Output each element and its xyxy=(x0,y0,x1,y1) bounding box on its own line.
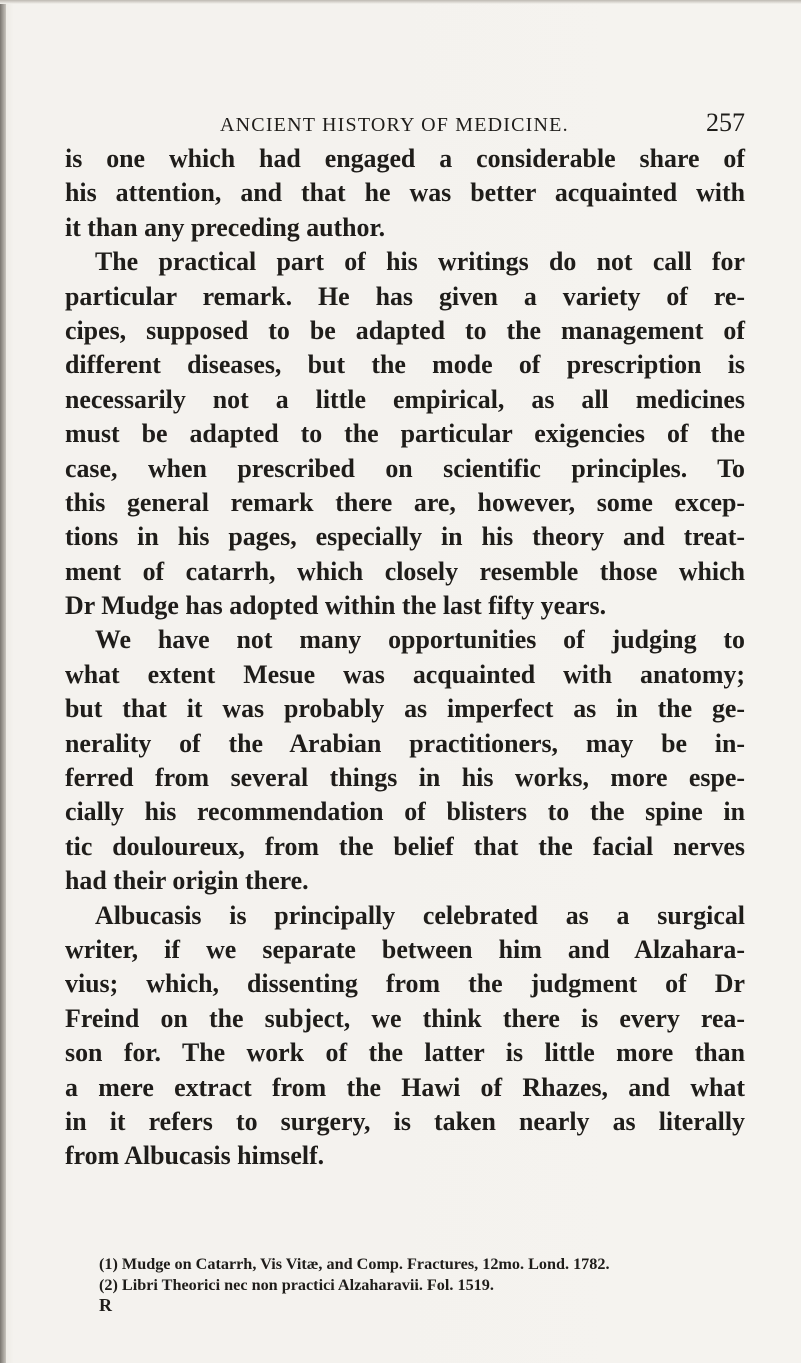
running-head: ANCIENT HISTORY OF MEDICINE. xyxy=(220,114,569,136)
footnote-2: (2) Libri Theorici nec non practici Alzaharavii. Fol. 1519. xyxy=(99,1276,494,1294)
text-line: writer, if we separate between him and Alzahara- xyxy=(65,934,745,964)
text-line: cipes, supposed to be adapted to the management of xyxy=(65,315,745,345)
text-line: nerality of the Arabian practitioners, may be in- xyxy=(65,728,745,758)
text-line: case, when prescribed on scientific principles. To xyxy=(65,453,745,483)
text-line: particular remark. He has given a variety of re- xyxy=(65,281,745,311)
text-line: tions in his pages, especially in his theory and treat- xyxy=(65,522,745,552)
text-line: it than any preceding author. xyxy=(65,212,386,242)
text-line: The practical part of his writings do not call for xyxy=(95,247,745,277)
text-line: is one which had engaged a considerable share of xyxy=(65,144,745,173)
text-line: cially his recommendation of blisters to the spine in xyxy=(65,797,745,827)
text-line: but that it was probably as imperfect as in the ge- xyxy=(65,694,745,724)
text-line: what extent Mesue was acquainted with anatomy; xyxy=(65,659,745,689)
page-number: 257 xyxy=(706,108,745,137)
text-line: Freind on the subject, we think there is every rea- xyxy=(65,1003,745,1033)
text-line: his attention, and that he was better acquainted with xyxy=(65,178,745,208)
signature-mark: R xyxy=(99,1295,112,1315)
text-line: in it refers to surgery, is taken nearly as literally xyxy=(65,1106,745,1136)
text-line: Dr Mudge has adopted within the last fifty years. xyxy=(65,591,607,621)
footnotes xyxy=(99,1254,752,1296)
text-line: tic douloureux, from the belief that the facial nerves xyxy=(65,831,745,861)
text-line: ferred from several things in his works, more espe- xyxy=(65,763,745,793)
body-text xyxy=(65,142,745,1174)
text-line: ment of catarrh, which closely resemble those which xyxy=(65,556,745,586)
text-line: son for. The work of the latter is little more than xyxy=(65,1038,745,1068)
text-line: different diseases, but the mode of prescription is xyxy=(65,350,745,380)
text-line: necessarily not a little empirical, as all medicines xyxy=(65,384,745,414)
text-line: vius; which, dissenting from the judgment of Dr xyxy=(65,969,745,999)
text-line: We have not many opportunities of judging to xyxy=(95,625,745,655)
footnote-1: (1) Mudge on Catarrh, Vis Vitæ, and Comp. Fractures, 12mo. Lond. 1782. xyxy=(99,1255,610,1273)
text-line: had their origin there. xyxy=(65,866,309,896)
text-line: Albucasis is principally celebrated as a surgical xyxy=(95,900,745,930)
page-top-shadow xyxy=(0,0,801,4)
text-line: must be adapted to the particular exigencies of the xyxy=(65,419,745,449)
text-line: this general remark there are, however, some excep- xyxy=(65,487,745,517)
text-line: a mere extract from the Hawi of Rhazes, and what xyxy=(65,1072,745,1102)
page-header xyxy=(220,108,745,142)
page-gutter-shadow xyxy=(0,0,6,1363)
text-line: from Albucasis himself. xyxy=(65,1141,325,1171)
